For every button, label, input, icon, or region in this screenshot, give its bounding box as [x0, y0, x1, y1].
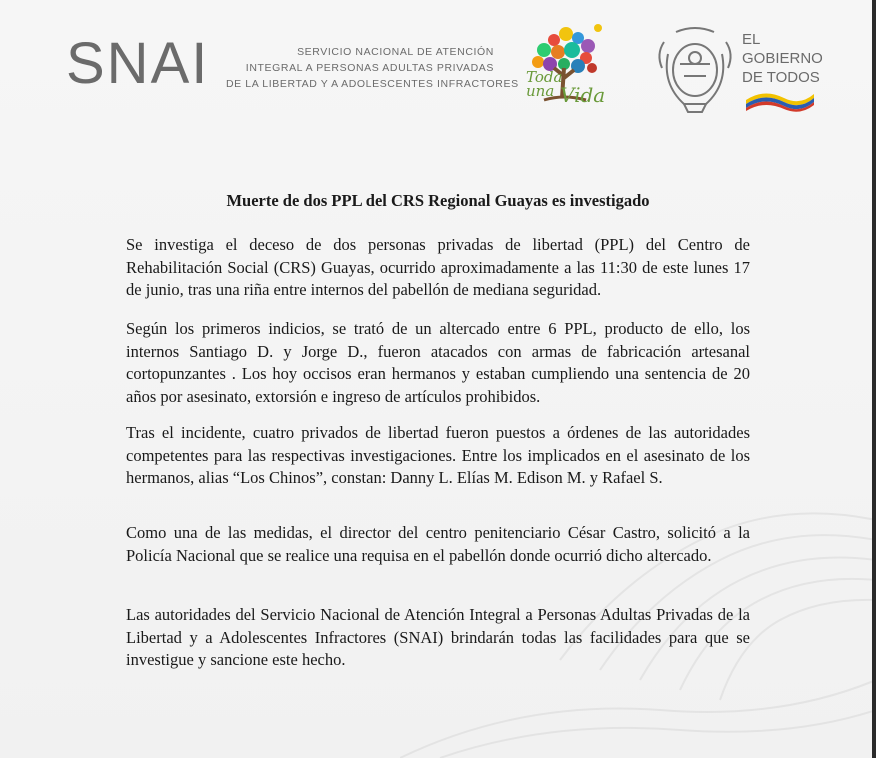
government-text-line: GOBIERNO — [742, 50, 823, 67]
snai-description-line: SERVICIO NACIONAL DE ATENCIÓN — [297, 46, 494, 58]
campaign-logo-line: una — [526, 82, 555, 100]
government-text-line: DE TODOS — [742, 69, 820, 86]
campaign-logo-line: Toda — [526, 68, 563, 86]
paragraph: Como una de las medidas, el director del centro penitenciario César Castro, solicitó a la Policía Nacional que se realice una requisa en el pabellón donde ocurrió dicho altercado. — [126, 523, 750, 565]
snai-description — [226, 44, 519, 92]
snai-description-line: INTEGRAL A PERSONAS ADULTAS PRIVADAS — [245, 62, 494, 74]
snai-logo: SNAI — [66, 31, 210, 96]
paragraph: Según los primeros indicios, se trató de un altercado entre 6 PPL, producto de ello, los internos Santiago D. y Jorge D., fueron atacados con armas de fabricación artesanal cortopunzantes . Los hoy occisos eran hermanos y estaban cumpliendo una sentencia de 20 años por asesinato, extorsión e ingreso de artículos prohibidos. — [126, 319, 750, 406]
coat-of-arms-icon — [654, 24, 736, 116]
campaign-logo-text — [526, 68, 616, 107]
document-title: Muerte de dos PPL del CRS Regional Guayas es investigado — [226, 191, 650, 210]
campaign-logo-line: Vida — [560, 83, 606, 107]
snai-description-line: DE LA LIBERTAD Y A ADOLESCENTES INFRACTORES — [226, 78, 519, 90]
paragraph: Se investiga el deceso de dos personas privadas de libertad (PPL) del Centro de Rehabilitación Social (CRS) Guayas, ocurrido aproximadamente a las 11:30 de este lunes 17 de junio, tras una riña entre internos del pabellón de mediana seguridad. — [126, 235, 750, 299]
paragraph: Tras el incidente, cuatro privados de libertad fueron puestos a órdenes de las autoridades competentes para las respectivas investigaciones. Entre los implicados en el asesinato de los hermanos, alias “Los Chinos”, constan: Danny L. Elías M. Edison M. y Rafael S. — [126, 423, 750, 487]
flag-ribbon-icon — [744, 86, 816, 112]
government-text-line: EL — [742, 31, 761, 48]
paragraph: Las autoridades del Servicio Nacional de Atención Integral a Personas Adultas Privadas de la Libertad y a Adolescentes Infractores (SNAI) brindarán todas las facilidades para que se investigue y sancione este hecho. — [126, 605, 750, 669]
government-text — [742, 30, 823, 87]
